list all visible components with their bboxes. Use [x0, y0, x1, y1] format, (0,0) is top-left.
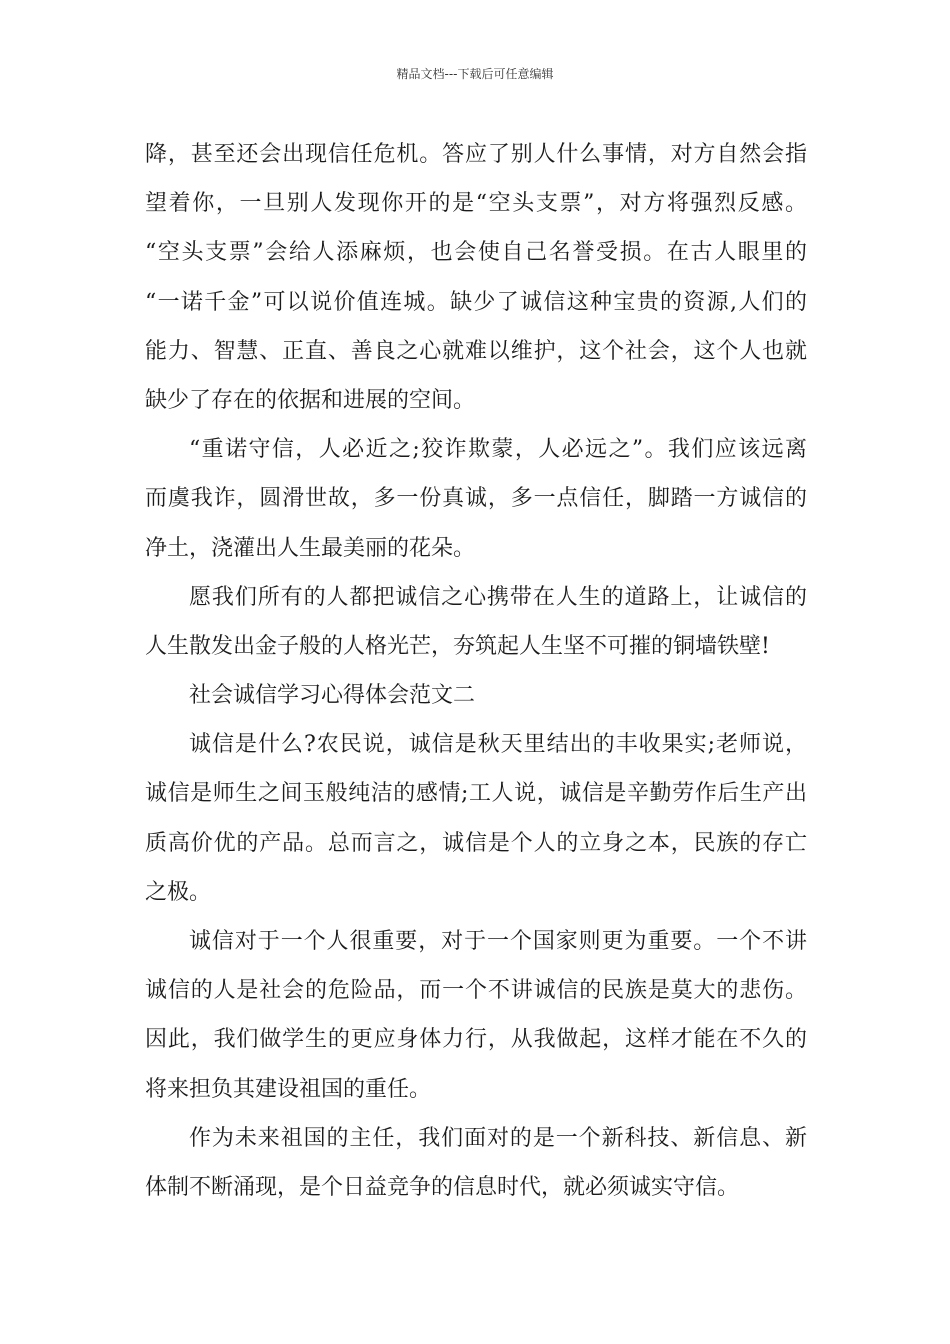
section-heading: 社会诚信学习心得体会范文二 [189, 683, 476, 709]
paragraph-line: 体制不断涌现，是个日益竞争的信息时代，就必须诚实守信。 [145, 1174, 740, 1200]
page-header: 精品文档---下载后可任意编辑 [396, 67, 554, 81]
paragraph-line: 诚信的人是社会的危险品，而一个不讲诚信的民族是莫大的悲伤。 [145, 978, 807, 1004]
paragraph-line: 降，甚至还会出现信任危机。答应了别人什么事情，对方自然会指 [145, 142, 807, 167]
paragraph-line: 作为未来祖国的主任，我们面对的是一个新科技、新信息、新 [189, 1125, 807, 1151]
paragraph-line: 将来担负其建设祖国的重任。 [145, 1076, 432, 1102]
document-body [145, 130, 807, 1212]
paragraph-line: “空头支票”会给人添麻烦，也会使自己名誉受损。在古人眼里的 [145, 240, 807, 266]
paragraph-line: 人生散发出金子般的人格光芒，夯筑起人生坚不可摧的铜墙铁壁! [145, 633, 770, 659]
paragraph-line: 缺少了存在的依据和进展的空间。 [145, 387, 476, 413]
paragraph-line: 质高价优的产品。总而言之，诚信是个人的立身之本，民族的存亡 [145, 830, 807, 856]
paragraph-line: 诚信对于一个人很重要，对于一个国家则更为重要。一个不讲 [189, 929, 807, 954]
paragraph-line: 之极。 [145, 879, 212, 905]
paragraph-line: “重诺守信，人必近之;狡诈欺蒙，人必远之”。我们应该远离 [189, 437, 807, 463]
paragraph-line: 因此，我们做学生的更应身体力行，从我做起，这样才能在不久的 [145, 1027, 807, 1053]
paragraph-line: 诚信是师生之间玉般纯洁的感情;工人说，诚信是辛勤劳作后生产出 [145, 781, 807, 807]
paragraph-line: 愿我们所有的人都把诚信之心携带在人生的道路上，让诚信的 [189, 584, 807, 610]
paragraph-line: “一诺千金”可以说价值连城。缺少了诚信这种宝贵的资源,人们的 [145, 289, 807, 315]
paragraph-line: 净土，浇灌出人生最美丽的花朵。 [145, 535, 476, 561]
paragraph-line: 而虞我诈，圆滑世故，多一份真诚，多一点信任，脚踏一方诚信的 [145, 486, 807, 512]
paragraph-line: 能力、智慧、正直、善良之心就难以维护，这个社会，这个人也就 [145, 338, 807, 364]
paragraph-line: 望着你，一旦别人发现你开的是“空头支票”，对方将强烈反感。 [145, 191, 807, 217]
paragraph-line: 诚信是什么?农民说，诚信是秋天里结出的丰收果实;老师说， [189, 732, 807, 758]
